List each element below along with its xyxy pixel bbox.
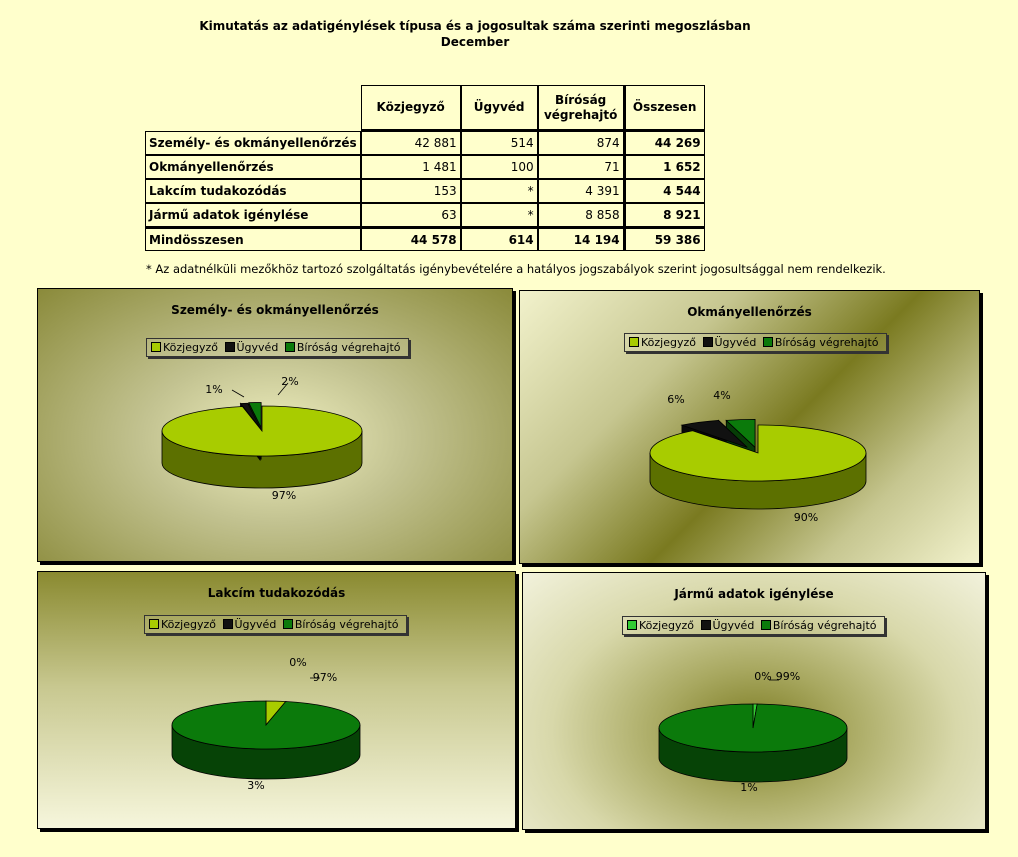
report-title-line1: Kimutatás az adatigénylések típusa és a jogosultak száma szerinti megoszlásban xyxy=(199,19,751,33)
legend-label: Bíróság végrehajtó xyxy=(772,619,877,632)
table-cell: 42 881 xyxy=(361,131,461,155)
pie-chart xyxy=(38,572,515,828)
table-row xyxy=(145,179,705,203)
pie-slice xyxy=(659,704,847,752)
column-header: Összesen xyxy=(624,85,705,131)
table-cell: 1 652 xyxy=(624,155,705,179)
table-header-row xyxy=(145,85,705,131)
pie-data-label: 90% xyxy=(793,511,819,524)
table-cell: 44 578 xyxy=(361,227,461,251)
table-cell: 614 xyxy=(461,227,538,251)
table-cell: 71 xyxy=(538,155,624,179)
table-cell: 4 544 xyxy=(624,179,705,203)
table-cell: 153 xyxy=(361,179,461,203)
table-row xyxy=(145,131,705,155)
legend-label: Ügyvéd xyxy=(714,336,757,349)
row-label: Lakcím tudakozódás xyxy=(145,179,361,203)
table-total-row xyxy=(145,227,705,251)
table-cell: 44 269 xyxy=(624,131,705,155)
row-label: Jármű adatok igénylése xyxy=(145,203,361,227)
pie-slice xyxy=(172,701,360,749)
row-label: Okmányellenőrzés xyxy=(145,155,361,179)
legend-label: Bíróság végrehajtó xyxy=(774,336,879,349)
legend-label: Bíróság végrehajtó xyxy=(296,341,401,354)
pie-data-label: 1% xyxy=(205,383,223,396)
chart-title: Jármű adatok igénylése xyxy=(674,587,834,601)
pie-data-label: 4% xyxy=(713,389,731,402)
column-header: Ügyvéd xyxy=(461,85,538,131)
chart-title: Lakcím tudakozódás xyxy=(207,586,346,600)
legend-label: Közjegyző xyxy=(163,341,218,354)
pie-data-label: 2% xyxy=(281,375,299,388)
legend-label: Közjegyző xyxy=(641,336,696,349)
pie-chart xyxy=(520,291,979,563)
legend-label: Ügyvéd xyxy=(712,619,755,632)
legend-label: Közjegyző xyxy=(161,618,216,631)
legend-label: Ügyvéd xyxy=(236,341,279,354)
pie-data-label: 3% xyxy=(247,779,265,792)
table-cell: 14 194 xyxy=(538,227,624,251)
row-label: Mindösszesen xyxy=(145,227,361,251)
legend-label: Ügyvéd xyxy=(234,618,277,631)
table-cell: 100 xyxy=(461,155,538,179)
pie-data-label: 6% xyxy=(667,393,685,406)
pie-data-label: 1% xyxy=(740,781,758,794)
chart-title: Személy- és okmányellenőrzés xyxy=(171,303,379,317)
pie-data-label: 0% xyxy=(754,670,772,683)
table-cell: 8 921 xyxy=(624,203,705,227)
table-cell: * xyxy=(461,179,538,203)
column-header: Bíróság végrehajtó xyxy=(538,85,624,131)
pie-chart xyxy=(38,289,512,561)
legend-label: Bíróság végrehajtó xyxy=(294,618,399,631)
pie-data-label: 97% xyxy=(312,671,338,684)
table-cell: 4 391 xyxy=(538,179,624,203)
chart-title: Okmányellenőrzés xyxy=(687,305,812,319)
chart-panel-szemely xyxy=(37,288,513,562)
table-cell: 874 xyxy=(538,131,624,155)
table-cell: * xyxy=(461,203,538,227)
pie-leader-line xyxy=(232,390,244,397)
pie-data-label: 0% xyxy=(289,656,307,669)
pie-data-label: 97% xyxy=(271,489,297,502)
pie-data-label: 99% xyxy=(775,670,801,683)
table-row xyxy=(145,203,705,227)
report-title-line2: December xyxy=(440,35,510,49)
column-header: Közjegyző xyxy=(361,85,461,131)
table-row xyxy=(145,155,705,179)
table-cell: 63 xyxy=(361,203,461,227)
row-label: Személy- és okmányellenőrzés xyxy=(145,131,361,155)
chart-panel-lakcim xyxy=(37,571,516,829)
table-cell: 514 xyxy=(461,131,538,155)
footnote: * Az adatnélküli mezőkhöz tartozó szolgáltatás igénybevételére a hatályos jogszabályok szerint jogosultsággal nem rendelkezik. xyxy=(146,262,886,276)
chart-panel-jarmu xyxy=(522,572,986,830)
pie-chart xyxy=(523,573,985,829)
report-title xyxy=(150,18,800,50)
table-cell: 1 481 xyxy=(361,155,461,179)
pie-slice xyxy=(162,406,362,456)
legend-label: Közjegyző xyxy=(639,619,694,632)
summary-table xyxy=(145,85,705,251)
pie-slice xyxy=(650,425,866,481)
chart-panel-okmany xyxy=(519,290,980,564)
table-cell: 8 858 xyxy=(538,203,624,227)
table-cell: 59 386 xyxy=(624,227,705,251)
